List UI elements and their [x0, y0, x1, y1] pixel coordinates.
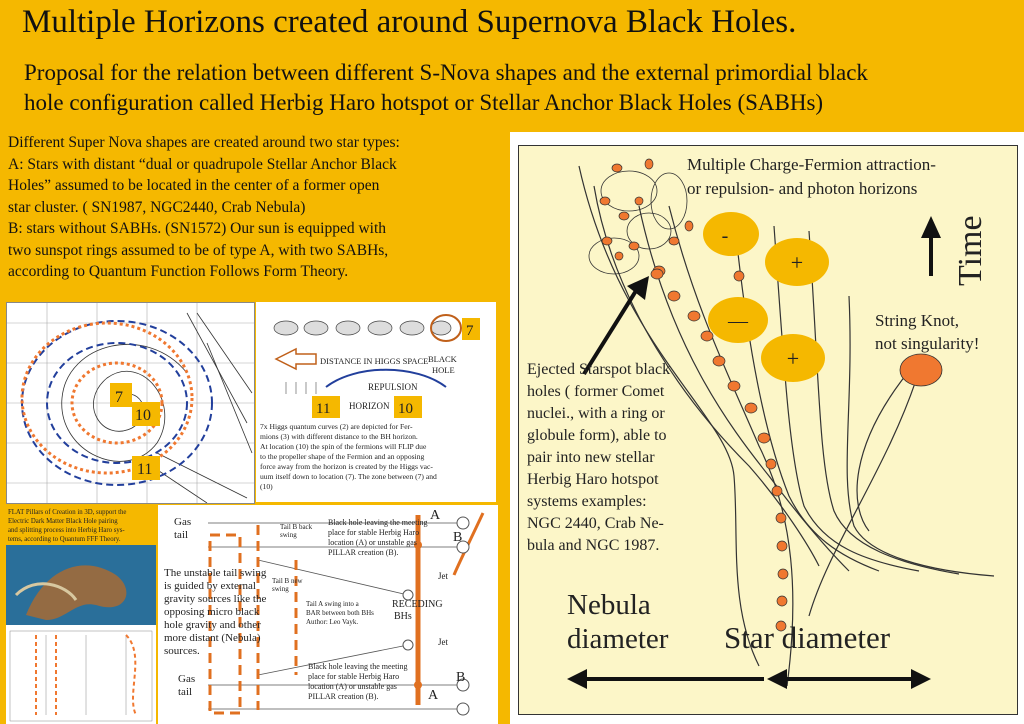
tail-b-new-1: Tail B new — [272, 577, 303, 585]
tail-b-back-1: Tail B back — [280, 523, 313, 531]
starspot — [734, 271, 744, 281]
time-arrow-head — [921, 216, 941, 238]
ejected-line: NGC 2440, Crab Ne- — [527, 515, 664, 532]
higgs-svg — [256, 302, 496, 502]
pillars-caption-line: tems, according to Quantum FFF Theory. — [8, 536, 121, 543]
gas-tail-top-2: tail — [174, 529, 189, 541]
tail-a-line: Author: Leo Vayk. — [306, 618, 359, 626]
ejected-starspot-text — [527, 361, 670, 554]
string-knot-label-2: not singularity! — [875, 334, 980, 353]
ejected-line: pair into new stellar — [527, 449, 655, 466]
starspot — [612, 164, 622, 172]
subtitle-line-1: Proposal for the relation between different S-Nova shapes and the external primordial black — [24, 60, 868, 85]
bh-top-line: location (A) or unstable gas — [328, 538, 417, 547]
fermion-row — [274, 321, 451, 335]
time-label: Time — [952, 215, 989, 286]
badge-11: 11 — [137, 461, 153, 478]
star-arrow-head-right — [911, 669, 931, 689]
label-b-top: B — [453, 530, 463, 545]
starspot — [685, 221, 693, 231]
ejected-line: nuclei., with a ring or — [527, 405, 665, 422]
bh-node — [457, 517, 469, 529]
pillars-caption-line: FLAT Pillars of Creation in 3D, support the — [8, 509, 127, 516]
badge-7: 7 — [115, 389, 123, 406]
tail-b-back-2: swing — [280, 531, 297, 539]
gas-tail-bottom-2: tail — [178, 686, 193, 698]
bh-top-text — [328, 518, 428, 557]
gas-tail-bottom-1: Gas — [178, 673, 196, 685]
ejected-line: systems examples: — [527, 493, 647, 510]
fermion-shape — [336, 321, 360, 335]
starspot — [778, 569, 788, 579]
star-diameter-label: Star diameter — [724, 620, 891, 655]
ejected-line: Herbig Haro hotspot — [527, 471, 659, 488]
caption-line: force away from the horizon is created by the Higgs vac- — [260, 462, 433, 471]
starspot — [602, 237, 612, 245]
charge-minus-circle — [703, 212, 759, 256]
horizon-diagram-svg — [519, 146, 1017, 714]
starspot — [600, 197, 610, 205]
unstable-line: hole gravity and other — [164, 619, 261, 631]
gas-tail-top-1: Gas — [174, 516, 192, 528]
starspot — [772, 486, 782, 496]
main-diagram — [518, 145, 1018, 715]
nebula-arrow-head — [567, 669, 587, 689]
ejected-line: holes ( former Comet — [527, 383, 665, 400]
unstable-line: The unstable tail swing — [164, 567, 267, 579]
fermion-shape — [368, 321, 392, 335]
bh-node — [457, 703, 469, 715]
starspot — [688, 311, 700, 321]
bh-bottom-line: place for stable Herbig Haro — [308, 672, 400, 681]
tail-a-line: Tail A swing into a — [306, 600, 359, 608]
subtitle-line-2: hole configuration called Herbig Haro hotspot or Stellar Anchor Black Holes (SABHs) — [24, 90, 824, 115]
string-knot-label-1: String Knot, — [875, 311, 960, 330]
pillars-figure — [6, 505, 156, 724]
knot-loops — [589, 171, 687, 274]
intro-text — [8, 132, 508, 283]
left-arrow-icon — [276, 349, 316, 369]
starspot — [728, 381, 740, 391]
string-knot-shape — [900, 354, 942, 386]
ejected-line: bula and NGC 1987. — [527, 537, 660, 554]
starspot — [777, 541, 787, 551]
higgs-figure — [256, 302, 496, 502]
charge-minus-2: — — [728, 310, 748, 332]
horizon-curve — [857, 371, 909, 531]
ejected-line: globule form), able to — [527, 427, 667, 444]
starspot — [777, 596, 787, 606]
spiral-svg — [7, 303, 254, 503]
black-hole-label-2: HOLE — [432, 365, 455, 375]
unstable-line: sources. — [164, 645, 200, 657]
charge-minus-1: - — [721, 225, 729, 247]
bh-bottom-text — [308, 662, 408, 701]
label-a-top: A — [430, 508, 441, 523]
bh-top-line: Black hole leaving the meeting — [328, 518, 428, 527]
starspot — [745, 403, 757, 413]
intro-line: two sunspot rings assumed to be of type A, with two SABHs, — [8, 241, 389, 259]
bh-dot — [414, 681, 422, 689]
black-hole-label-1: BLACK — [428, 354, 457, 364]
unstable-line: gravity sources like the — [164, 593, 267, 605]
repulsion-label-1: REPULSION — [368, 382, 418, 392]
bh-bottom-line: location (A) or unstable gas — [308, 682, 397, 691]
intro-line: Holes” assumed to be located in the center of a former open — [8, 177, 380, 194]
charge-plus-2: + — [786, 346, 800, 371]
mini-tail — [126, 635, 136, 715]
bh-bottom-line: Black hole leaving the meeting — [308, 662, 408, 671]
intro-line: A: Stars with distant “dual or quadrupole Stellar Anchor Black — [8, 155, 397, 173]
bh-top-line: PILLAR creation (B). — [328, 548, 399, 557]
caption-line: At location (10) the spin of the fermions will FLIP due — [260, 442, 427, 451]
fermion-shape — [274, 321, 298, 335]
badge-10: 10 — [135, 407, 151, 424]
hatch-lines — [286, 382, 316, 394]
starspot — [701, 331, 713, 341]
fermion-shape — [431, 321, 451, 335]
spiral-figure — [6, 302, 255, 504]
label-a-bottom: A — [428, 688, 439, 703]
badge-7: 7 — [466, 323, 474, 339]
gas-tail-svg — [158, 505, 498, 724]
starspot — [776, 513, 786, 523]
starspot — [629, 242, 639, 250]
caption-line: to the propeller shape of the Fermion and an opposing — [260, 452, 425, 461]
starspot — [635, 197, 643, 205]
pillars-caption-line: Electric Dark Matter Black Hole pairing — [8, 518, 118, 525]
higgs-caption — [260, 422, 437, 491]
intro-line: B: stars without SABHs. (SN1572) Our sun is equipped with — [8, 220, 387, 237]
starspot — [645, 159, 653, 169]
caption-line: mions (3) with different distance to the BH horizon. — [260, 432, 418, 441]
page-title: Multiple Horizons created around Supernova Black Holes. — [22, 4, 797, 40]
intro-line: Different Super Nova shapes are created around two star types: — [8, 134, 400, 151]
receding-label-1: RECEDING — [392, 599, 443, 610]
star-arrow-head-left — [767, 669, 787, 689]
ray-line — [207, 343, 252, 453]
gas-tail-figure — [158, 505, 498, 724]
label-b-bottom: B — [456, 670, 466, 685]
starspot — [669, 237, 679, 245]
nebula-label-1: Nebula — [567, 589, 651, 621]
intro-line: according to Quantum Function Follows Form Theory. — [8, 263, 349, 280]
starspot — [619, 212, 629, 220]
horizon-curve — [809, 231, 959, 574]
loop — [651, 173, 687, 229]
ejected-line: Ejected Starspot black — [527, 361, 671, 378]
unstable-line: opposing micro black — [164, 606, 260, 618]
starspot — [668, 291, 680, 301]
loop — [601, 171, 657, 211]
badge-11: 11 — [316, 401, 331, 417]
jet-bottom: Jet — [438, 637, 448, 647]
bh-node — [403, 640, 413, 650]
starspot — [766, 459, 776, 469]
starspot — [615, 252, 623, 260]
unstable-line: more distant (Nebula) — [164, 632, 261, 644]
nebula-label-2: diameter — [567, 623, 669, 655]
mini-diagram — [10, 631, 152, 721]
starspot — [758, 433, 770, 443]
mini-frame — [10, 631, 152, 721]
tail-a-text — [306, 600, 374, 626]
starspot — [713, 356, 725, 366]
jet-top: Jet — [438, 571, 448, 581]
charge-plus-1: + — [790, 250, 804, 275]
caption-line: uum itself down to location (7). The zone between (7) and — [260, 472, 437, 481]
pillars-caption-line: and splitting process into Herbig Haro sys- — [8, 527, 125, 534]
tail-a-line: BAR between both BHs — [306, 609, 374, 617]
badge-10: 10 — [398, 401, 413, 417]
starspot — [651, 269, 663, 279]
horizons-label-1: Multiple Charge-Fermion attraction- — [687, 155, 936, 174]
receding-label-2: BHs — [394, 611, 412, 622]
caption-line: (10) — [260, 482, 273, 491]
bh-bottom-line: PILLAR creation (B). — [308, 692, 379, 701]
caption-line: 7x Higgs quantum curves (2) are depicted for Fer- — [260, 422, 413, 431]
horizons-label-2: or repulsion- and photon horizons — [687, 179, 918, 198]
unstable-text — [164, 567, 267, 657]
bh-top-line: place for stable Herbig Haro — [328, 528, 420, 537]
intro-line: star cluster. ( SN1987, NGC2440, Crab Nebula) — [8, 198, 306, 216]
tail-b-new-2: swing — [272, 585, 289, 593]
unstable-line: is guided by external — [164, 580, 256, 592]
pillars-svg — [6, 505, 156, 724]
fermion-shape — [304, 321, 328, 335]
ray-line — [157, 453, 247, 498]
string-line — [809, 371, 919, 616]
fermion-shape — [400, 321, 424, 335]
repulsion-label-2: HORIZON — [349, 401, 390, 411]
distance-label: DISTANCE IN HIGGS SPACE — [320, 356, 429, 366]
